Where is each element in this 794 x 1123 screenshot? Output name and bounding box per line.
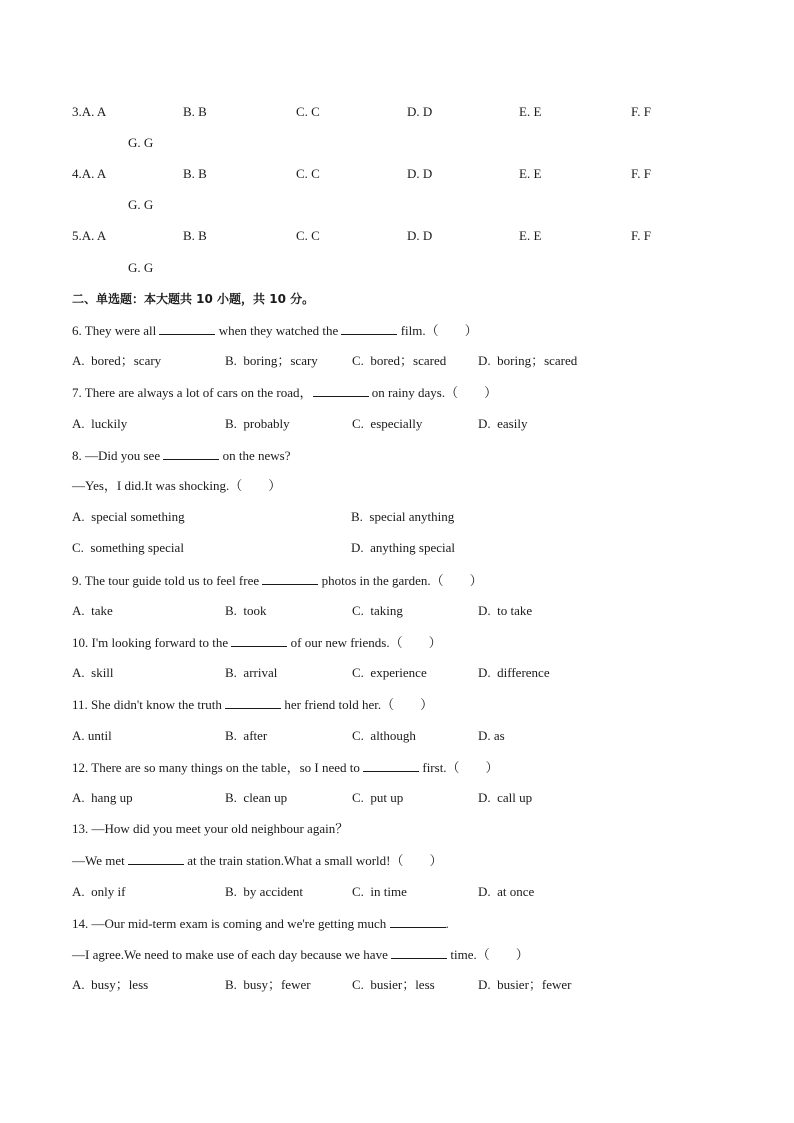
q9-option-d: D. to take [478, 603, 533, 618]
question-10-stem: 10. I'm looking forward to the of our new friends.（ ） [72, 635, 442, 650]
answer-blank [341, 322, 397, 335]
q3-opt-c: C. C [296, 104, 320, 119]
q7-option-a: A. luckily [72, 416, 128, 431]
q4-opt-f: F. F [631, 166, 651, 181]
answer-blank [128, 852, 184, 865]
q12-option-a: A. hang up [72, 790, 133, 805]
q12-option-b: B. clean up [225, 790, 288, 805]
q6-option-b: B. boring；scary [225, 353, 318, 368]
q9-option-a: A. take [72, 603, 113, 618]
q5-opt-d: D. D [407, 228, 433, 243]
question-9-stem: 9. The tour guide told us to feel free photos in the garden.（ ） [72, 573, 483, 588]
q8-option-d: D. anything special [351, 540, 455, 555]
q5-opt-e: E. E [519, 228, 542, 243]
q13-option-b: B. by accident [225, 884, 303, 899]
q6-option-d: D. boring；scared [478, 353, 578, 368]
q12-option-c: C. put up [352, 790, 404, 805]
q5-opt-b: B. B [183, 228, 207, 243]
q9-option-c: C. taking [352, 603, 403, 618]
q14-option-d: D. busier；fewer [478, 977, 572, 992]
answer-blank [390, 915, 446, 928]
answer-blank [391, 946, 447, 959]
answer-blank [163, 447, 219, 460]
q11-option-c: C. although [352, 728, 416, 743]
question-14-response: —I agree.We need to make use of each day because we have time.（ ） [72, 947, 529, 962]
q4-opt-a: 4.A. A [72, 166, 107, 181]
q14-option-c: C. busier；less [352, 977, 435, 992]
question-11-stem: 11. She didn't know the truth her friend told her.（ ） [72, 697, 434, 712]
q3-opt-a: 3.A. A [72, 104, 107, 119]
q13-option-c: C. in time [352, 884, 407, 899]
section-title: 二、单选题：本大题共 10 小题，共 10 分。 [72, 292, 315, 306]
question-13-response: —We met at the train station.What a small world!（ ） [72, 853, 443, 868]
q6-option-c: C. bored；scared [352, 353, 447, 368]
q11-option-d: D. as [478, 728, 505, 743]
q10-option-c: C. experience [352, 665, 427, 680]
question-6-stem: 6. They were all when they watched the film.（ ） [72, 323, 478, 338]
q8-option-b: B. special anything [351, 509, 455, 524]
answer-blank [363, 759, 419, 772]
q4-opt-g: G. G [128, 197, 154, 212]
q4-opt-c: C. C [296, 166, 320, 181]
q3-opt-g: G. G [128, 135, 154, 150]
answer-blank [231, 634, 287, 647]
q5-opt-c: C. C [296, 228, 320, 243]
q12-option-d: D. call up [478, 790, 533, 805]
q10-option-b: B. arrival [225, 665, 278, 680]
question-14-stem: 14. —Our mid-term exam is coming and we're getting much . [72, 916, 449, 931]
q4-opt-b: B. B [183, 166, 207, 181]
question-8-stem: 8. —Did you see on the news? [72, 448, 291, 463]
answer-blank [225, 696, 281, 709]
q5-opt-f: F. F [631, 228, 651, 243]
q8-option-a: A. special something [72, 509, 185, 524]
question-8-response: —Yes，I did.It was shocking.（ ） [72, 478, 282, 493]
q7-option-d: D. easily [478, 416, 528, 431]
q3-opt-f: F. F [631, 104, 651, 119]
q13-option-a: A. only if [72, 884, 126, 899]
q5-opt-g: G. G [128, 260, 154, 275]
question-7-stem: 7. There are always a lot of cars on the road， on rainy days.（ ） [72, 385, 498, 400]
q7-option-b: B. probably [225, 416, 290, 431]
q3-opt-d: D. D [407, 104, 433, 119]
answer-blank [159, 322, 215, 335]
question-13-stem: 13. —How did you meet your old neighbour again？ [72, 821, 349, 836]
q13-option-d: D. at once [478, 884, 535, 899]
q3-opt-e: E. E [519, 104, 542, 119]
q14-option-a: A. busy；less [72, 977, 149, 992]
q5-opt-a: 5.A. A [72, 228, 107, 243]
q4-opt-e: E. E [519, 166, 542, 181]
q9-option-b: B. took [225, 603, 267, 618]
q10-option-a: A. skill [72, 665, 114, 680]
question-12-stem: 12. There are so many things on the table，so I need to first.（ ） [72, 760, 499, 775]
q11-option-b: B. after [225, 728, 268, 743]
q3-opt-b: B. B [183, 104, 207, 119]
q8-option-c: C. something special [72, 540, 184, 555]
q7-option-c: C. especially [352, 416, 423, 431]
q6-option-a: A. bored；scary [72, 353, 162, 368]
q10-option-d: D. difference [478, 665, 550, 680]
answer-blank [313, 384, 369, 397]
q14-option-b: B. busy；fewer [225, 977, 311, 992]
answer-blank [262, 572, 318, 585]
q11-option-a: A. until [72, 728, 112, 743]
q4-opt-d: D. D [407, 166, 433, 181]
